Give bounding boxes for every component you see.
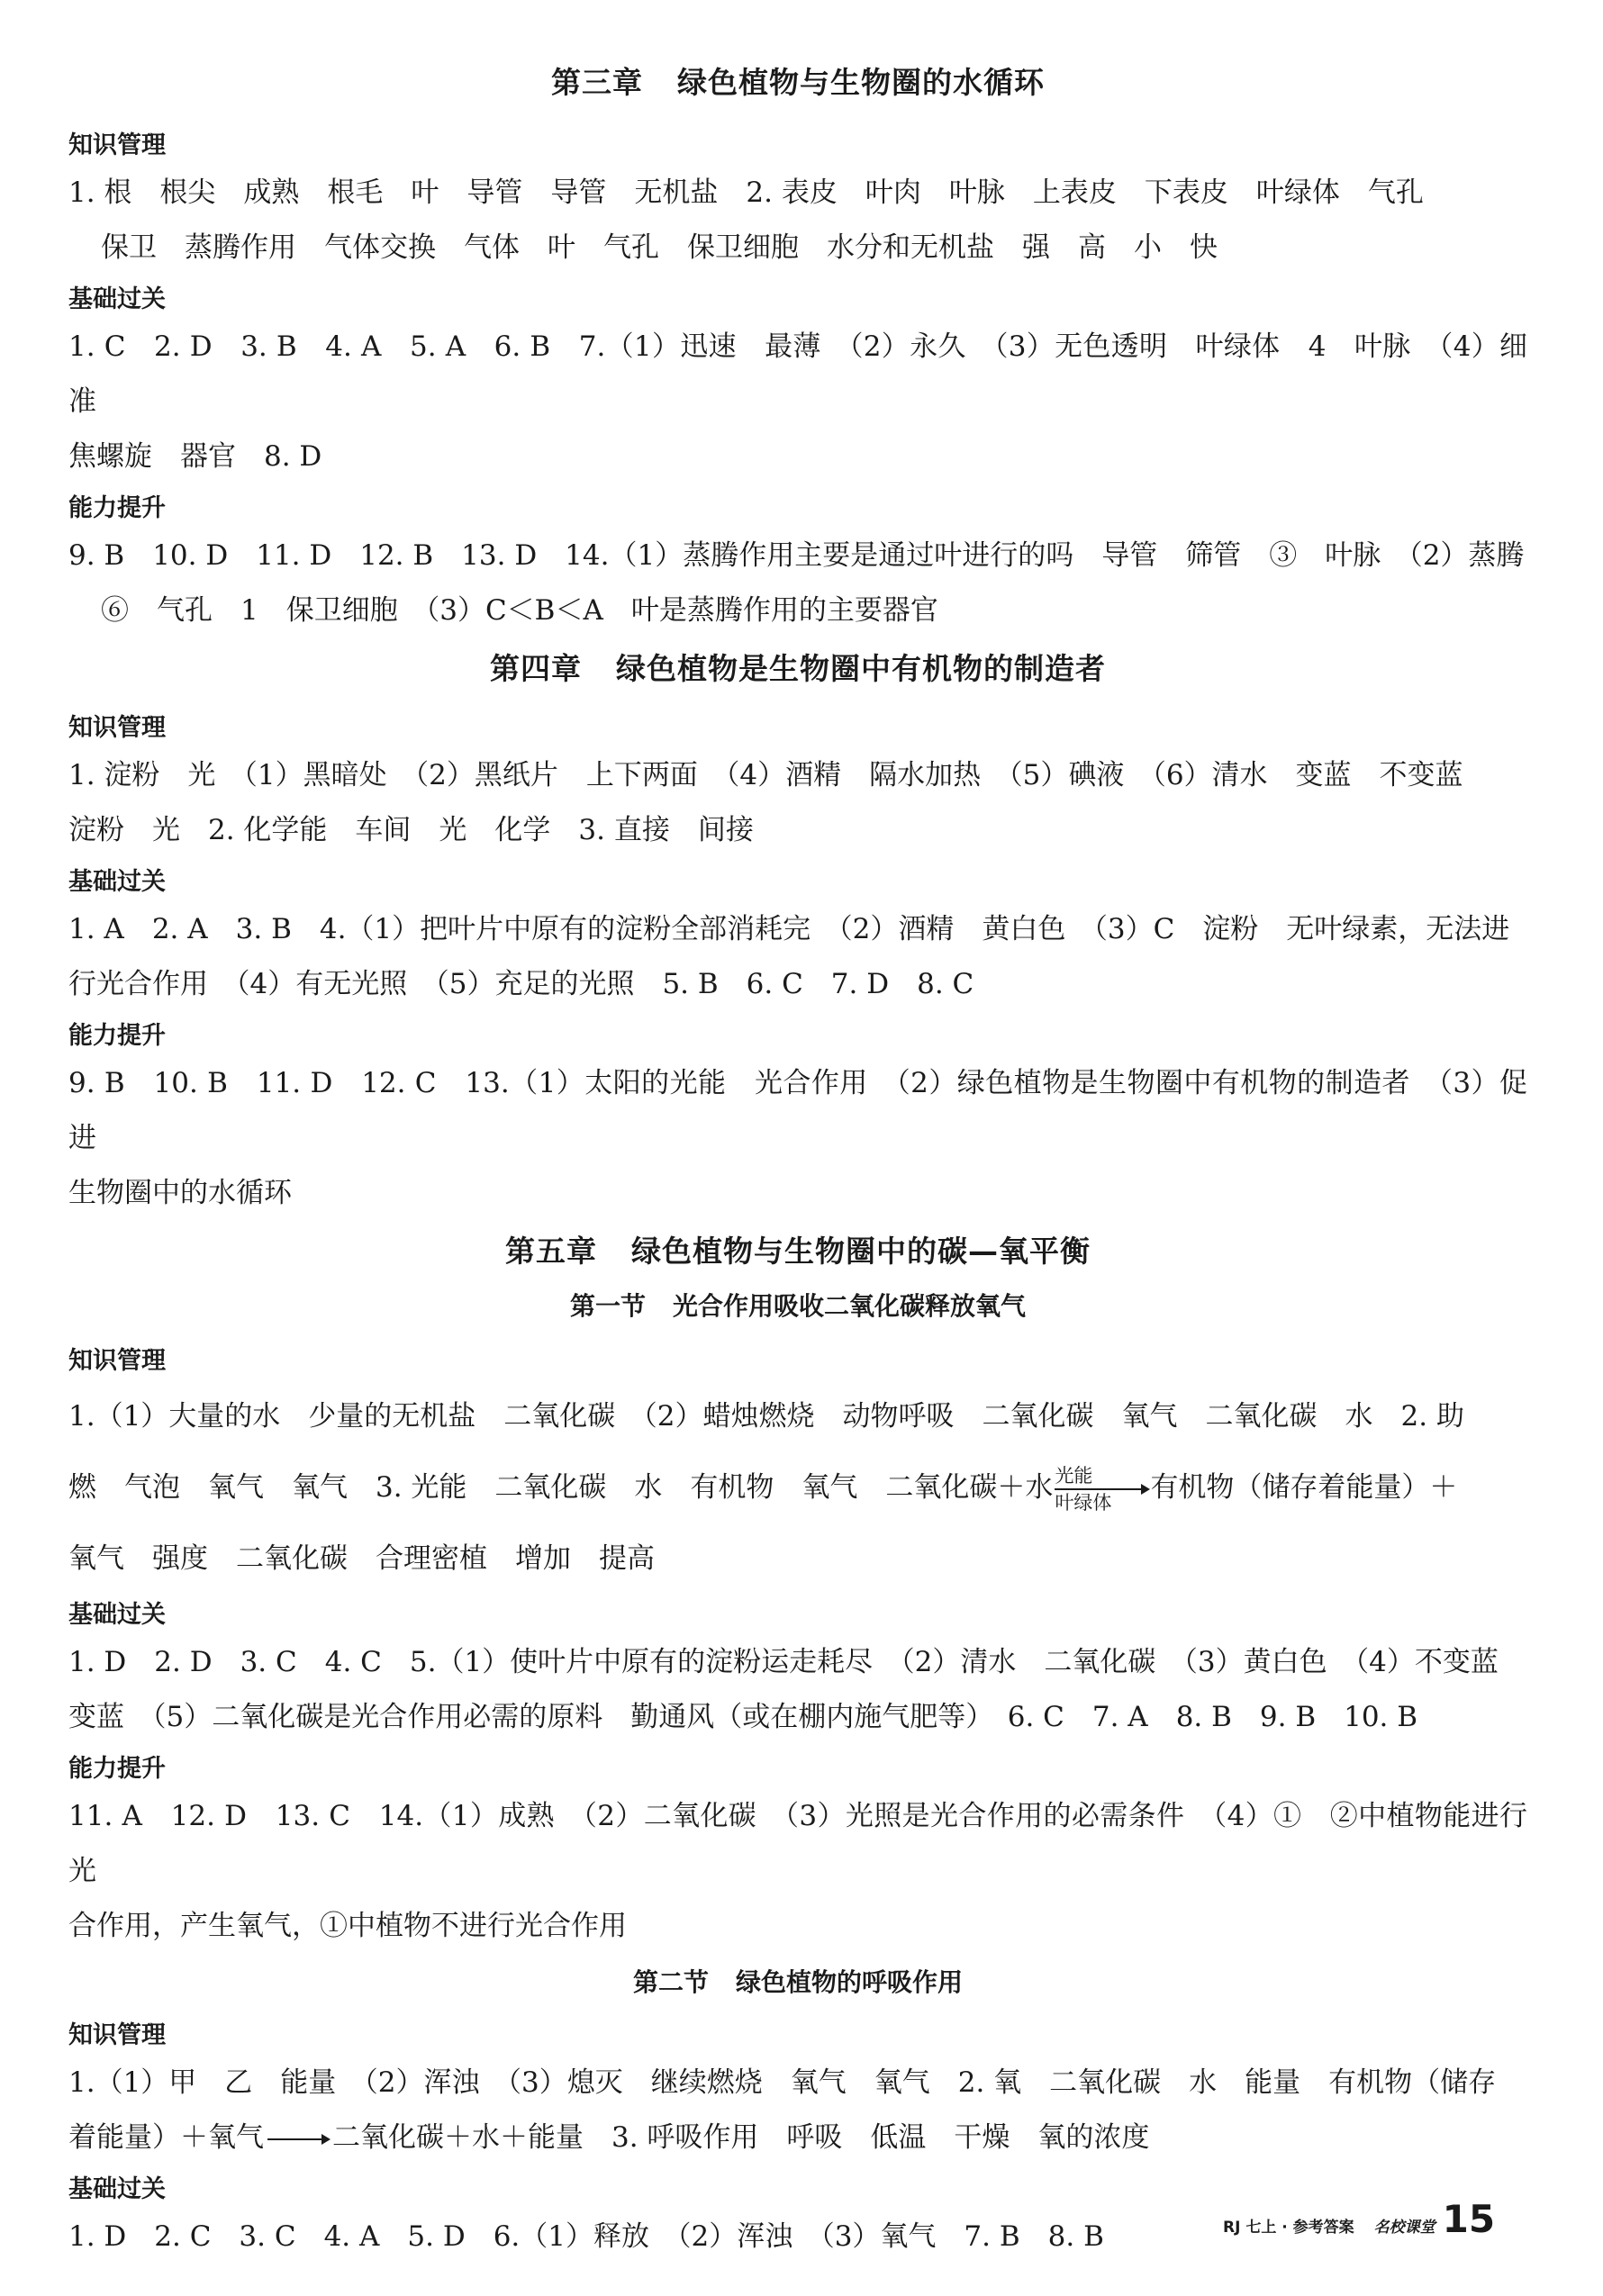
section-1-title: 第一节 光合作用吸收二氧化碳释放氧气 xyxy=(569,1291,1027,1321)
arrow-icon xyxy=(267,2138,329,2140)
section-label: 知识管理 xyxy=(68,131,166,159)
answer-line: 淀粉 光 2. 化学能 车间 光 化学 3. 直接 间接 xyxy=(68,814,754,846)
answer-line: 行光合作用 （4）有无光照 （5）充足的光照 5. B 6. C 7. D 8. C xyxy=(68,968,974,1000)
equation-right: 有机物（储存着能量）＋ xyxy=(1150,1471,1458,1504)
answer-line: 9. B 10. D 11. D 12. B 13. D 14.（1）蒸腾作用主要是通过叶进行的吗 导管 筛管 ③ 叶脉 （2）蒸腾 xyxy=(68,539,1525,572)
answer-line: 9. B 10. B 11. D 12. C 13.（1）太阳的光能 光合作用 （2）绿色植物是生物圈中有机物的制造者 （3）促进 xyxy=(68,1067,1527,1154)
arrow-icon xyxy=(1055,1488,1148,1490)
equation-right: 二氧化碳＋水＋能量 3. 呼吸作用 呼吸 低温 干燥 氧的浓度 xyxy=(332,2121,1150,2154)
section-label: 基础过关 xyxy=(68,2175,166,2203)
equation-left: 着能量）＋氧气 xyxy=(68,2121,264,2154)
answer-line: 生物圈中的水循环 xyxy=(68,1177,292,1209)
answer-line: 1. 根 根尖 成熟 根毛 叶 导管 导管 无机盐 2. 表皮 叶肉 叶脉 上表皮 下表皮 叶绿体 气孔 xyxy=(68,176,1424,209)
answer-line: 合作用，产生氧气，①中植物不进行光合作用 xyxy=(68,1910,627,1942)
answer-line: 1.（1）甲 乙 能量 （2）浑浊 （3）熄灭 继续燃烧 氧气 氧气 2. 氧 二氧化碳 水 能量 有机物（储存 xyxy=(68,2066,1497,2099)
answer-line: 11. A 12. D 13. C 14.（1）成熟 （2）二氧化碳 （3）光照是光合作用的必需条件 （4）① ②中植物能进行光 xyxy=(68,1800,1527,1887)
chapter-3-title: 第三章 绿色植物与生物圈的水循环 xyxy=(551,65,1045,100)
section-label: 基础过关 xyxy=(68,868,166,896)
section-label: 基础过关 xyxy=(68,1601,166,1629)
answer-line: 氧气 强度 二氧化碳 合理密植 增加 提高 xyxy=(68,1542,655,1575)
chapter-5-title: 第五章 绿色植物与生物圈中的碳—氧平衡 xyxy=(505,1234,1091,1269)
photosynthesis-arrow xyxy=(1055,1465,1148,1514)
answer-line-equation xyxy=(68,2111,1527,2165)
answer-line: 变蓝 （5）二氧化碳是光合作用必需的原料 勤通风（或在棚内施气肥等） 6. C 7. A 8. B 9. B 10. B xyxy=(68,1701,1418,1733)
answer-line: 1. D 2. C 3. C 4. A 5. D 6.（1）释放 （2）浑浊 （3）氧气 7. B 8. B xyxy=(68,2220,1104,2253)
section-label: 能力提升 xyxy=(68,1755,166,1783)
answer-content xyxy=(68,59,1527,2264)
answer-line: ⑥ 气孔 1 保卫细胞 （3）C＜B＜A 叶是蒸腾作用的主要器官 xyxy=(101,594,938,627)
answer-line: 1. D 2. D 3. C 4. C 5.（1）使叶片中原有的淀粉运走耗尽 （2）清水 二氧化碳 （3）黄白色 （4）不变蓝 xyxy=(68,1646,1499,1678)
section-label: 知识管理 xyxy=(68,1347,166,1375)
section-2-title: 第二节 绿色植物的呼吸作用 xyxy=(632,1967,964,1997)
page-footer xyxy=(1223,2197,1495,2242)
answer-line: 保卫 蒸腾作用 气体交换 气体 叶 气孔 保卫细胞 水分和无机盐 强 高 小 快 xyxy=(101,231,1218,264)
section-label: 能力提升 xyxy=(68,494,166,522)
answer-line: 1. C 2. D 3. B 4. A 5. A 6. B 7.（1）迅速 最薄 （2）永久 （3）无色透明 叶绿体 4 叶脉 （4）细准 xyxy=(68,330,1527,418)
section-label: 基础过关 xyxy=(68,285,166,313)
answer-line-equation xyxy=(68,1452,1527,1523)
arrow-label-top: 光能 xyxy=(1055,1464,1093,1487)
equation-left: 燃 气泡 氧气 氧气 3. 光能 二氧化碳 水 有机物 氧气 二氧化碳＋水 xyxy=(68,1471,1054,1504)
section-label: 知识管理 xyxy=(68,714,166,742)
section-label: 知识管理 xyxy=(68,2021,166,2049)
arrow-label-bottom: 叶绿体 xyxy=(1055,1491,1112,1514)
footer-text: RJ 七上 · 参考答案 xyxy=(1223,2219,1354,2237)
answer-line: 1.（1）大量的水 少量的无机盐 二氧化碳 （2）蜡烛燃烧 动物呼吸 二氧化碳 氧气 二氧化碳 水 2. 助 xyxy=(68,1400,1464,1433)
answer-line: 1. A 2. A 3. B 4.（1）把叶片中原有的淀粉全部消耗完 （2）酒精 黄白色 （3）C 淀粉 无叶绿素，无法进 xyxy=(68,913,1510,945)
section-label: 能力提升 xyxy=(68,1022,166,1050)
answer-line: 1. 淀粉 光 （1）黑暗处 （2）黑纸片 上下两面 （4）酒精 隔水加热 （5）碘液 （6）清水 变蓝 不变蓝 xyxy=(68,759,1463,791)
answer-line: 焦螺旋 器官 8. D xyxy=(68,440,322,473)
chapter-4-title: 第四章 绿色植物是生物圈中有机物的制造者 xyxy=(490,651,1106,686)
brand-logo: 名校课堂 xyxy=(1373,2219,1435,2237)
page-number: 15 xyxy=(1442,2197,1496,2241)
